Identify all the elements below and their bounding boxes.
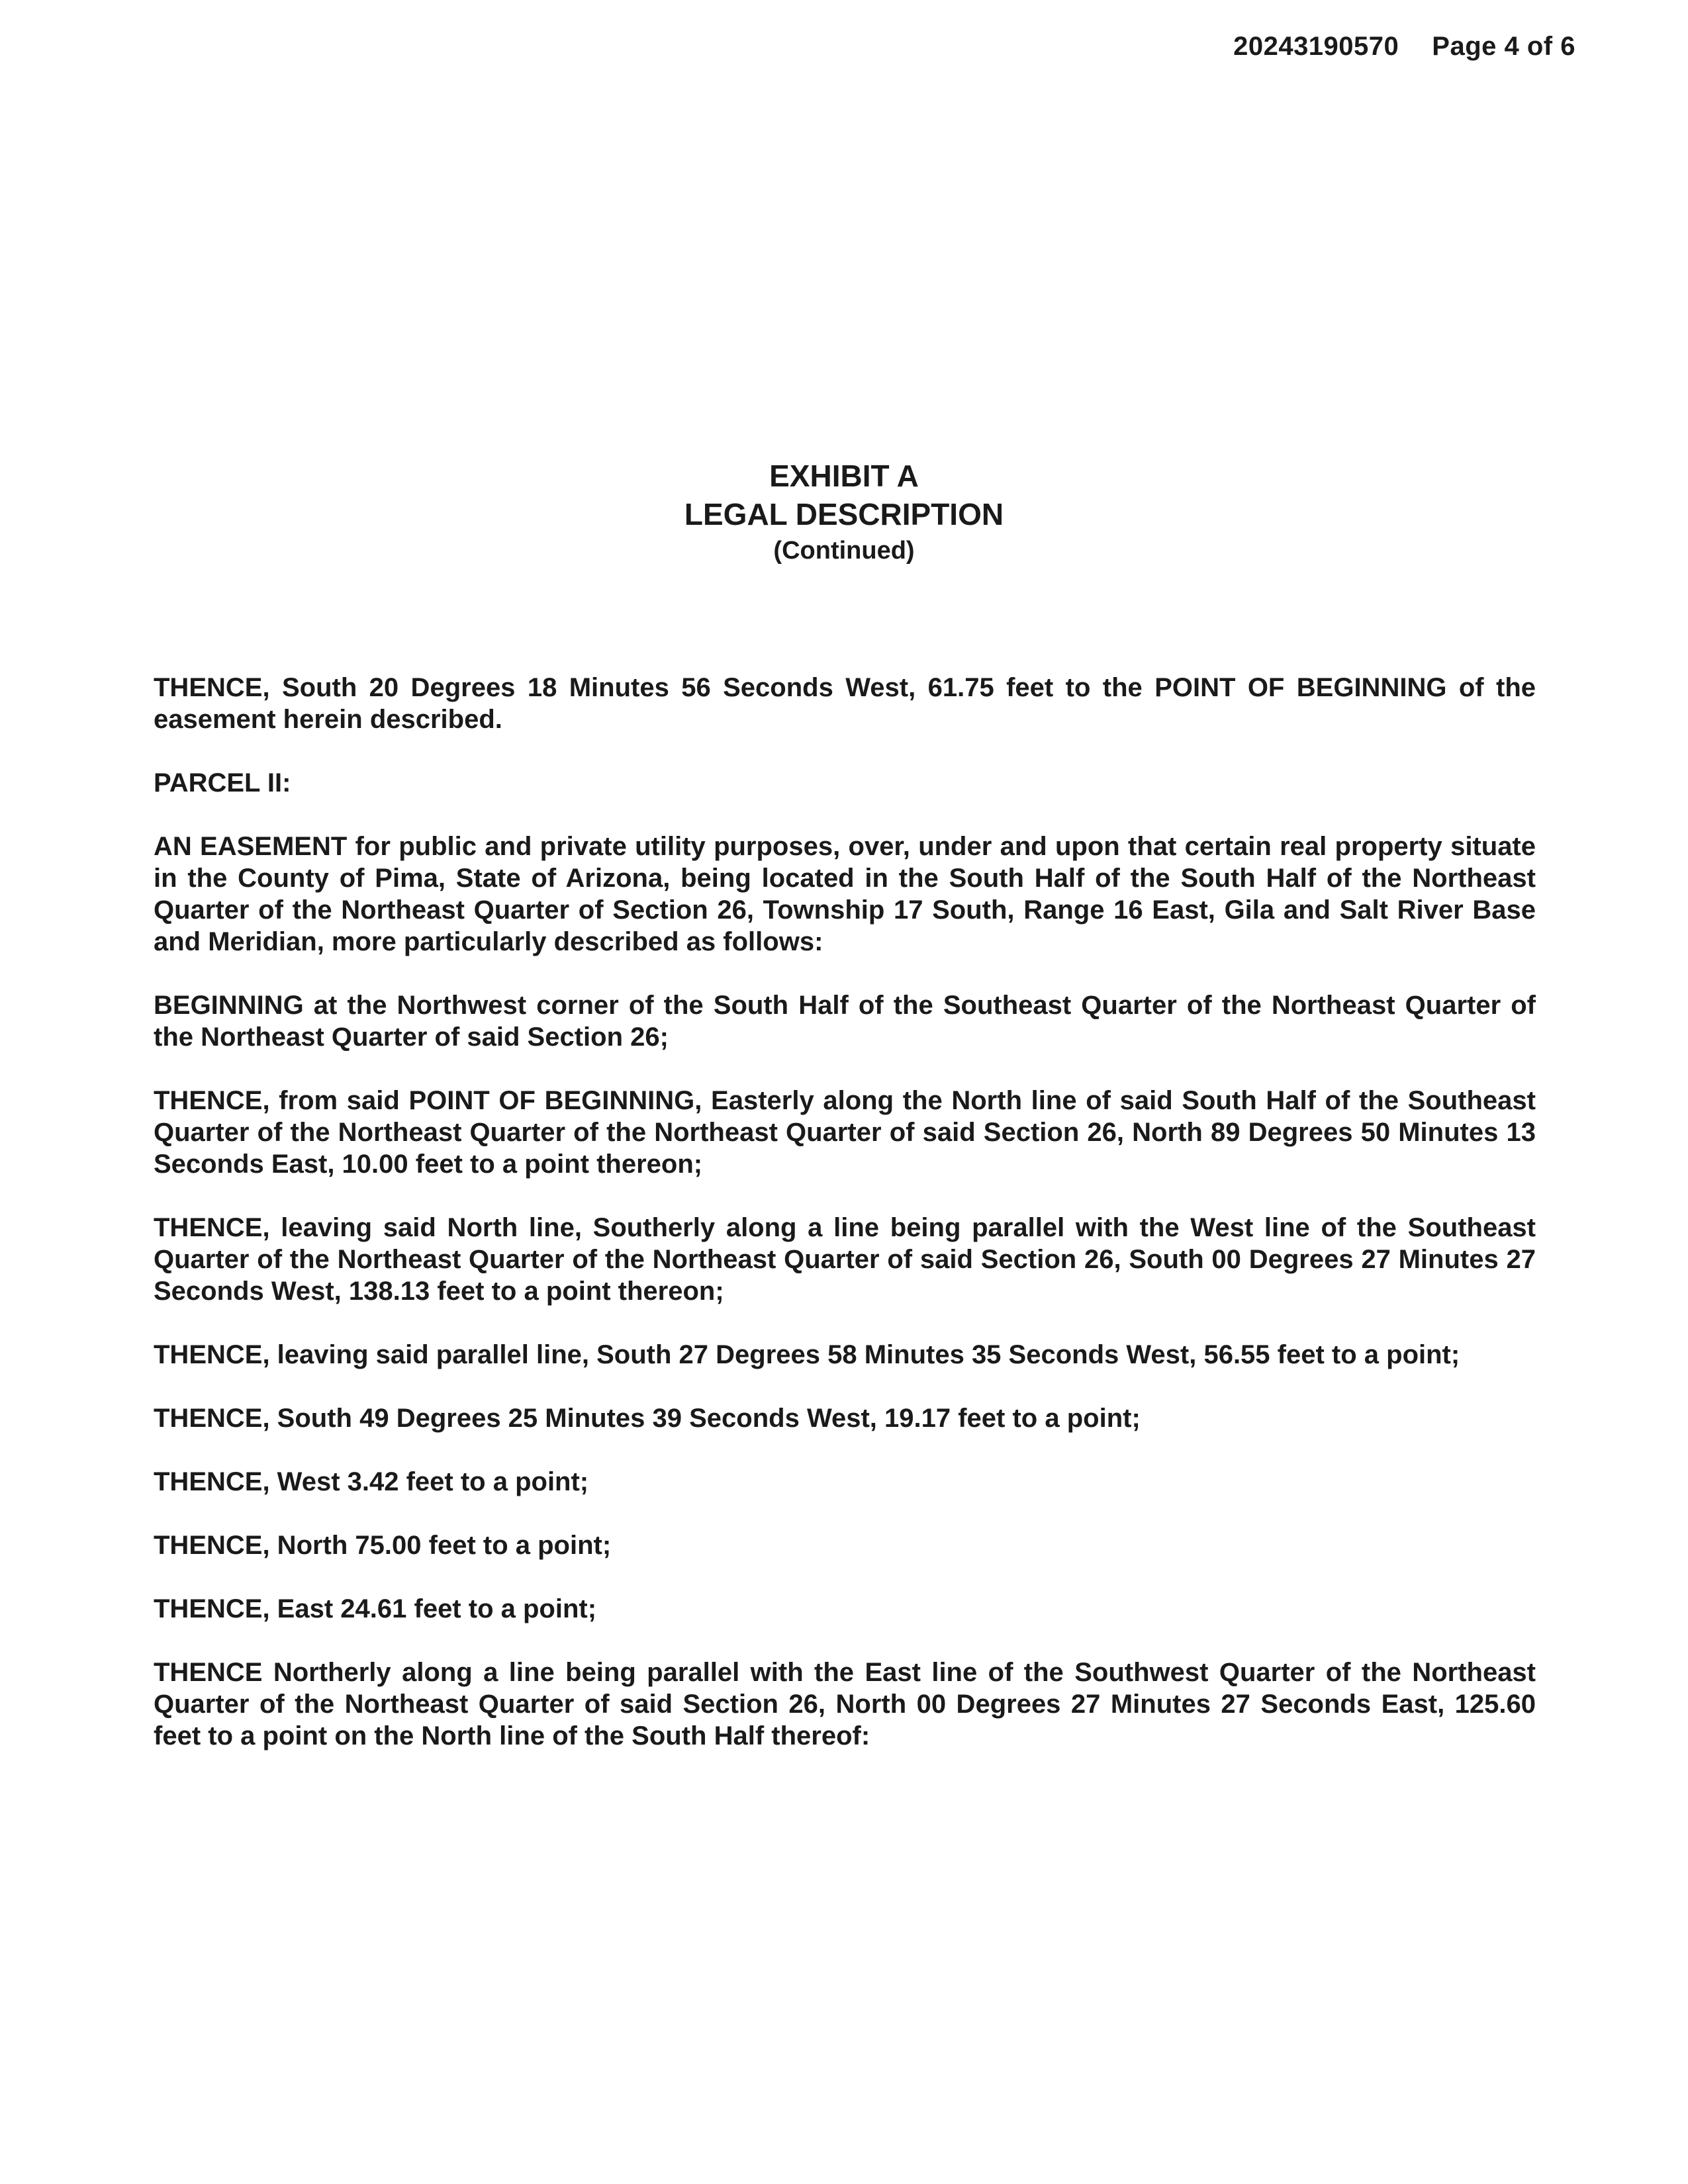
paragraph-thence-south-27: THENCE, leaving said parallel line, South 27 Degrees 58 Minutes 35 Seconds West, 56.55 feet to a point; bbox=[154, 1340, 1460, 1369]
paragraph-thence-easterly: THENCE, from said POINT OF BEGINNING, Easterly along the North line of said South Half of the Southeast Quarter of the Northeast Quarter of the Northeast Quarter of said Section 26, North 89 Degrees 50 Minutes 13 Seconds East, 10.00 feet to a point thereon; bbox=[154, 1086, 1536, 1179]
document-number: 20243190570 bbox=[1233, 32, 1399, 61]
paragraph-thence-north: THENCE, North 75.00 feet to a point; bbox=[154, 1531, 612, 1560]
paragraph-thence-east: THENCE, East 24.61 feet to a point; bbox=[154, 1594, 597, 1623]
parcel-heading: PARCEL II: bbox=[154, 768, 291, 797]
paragraph-point-of-beginning: THENCE, South 20 Degrees 18 Minutes 56 Seconds West, 61.75 feet to the POINT OF BEGINNING of the easement herein described. bbox=[154, 673, 1536, 734]
page-number: Page 4 of 6 bbox=[1432, 32, 1575, 61]
paragraph-thence-south-49: THENCE, South 49 Degrees 25 Minutes 39 Seconds West, 19.17 feet to a point; bbox=[154, 1404, 1141, 1433]
paragraph-thence-west: THENCE, West 3.42 feet to a point; bbox=[154, 1467, 589, 1496]
paragraph-easement-intro: AN EASEMENT for public and private utility purposes, over, under and upon that certain real property situate in the County of Pima, State of Arizona, being located in the South Half of the South Half of the Northeast Quarter of the Northeast Quarter of Section 26, Township 17 South, Range 16 East, Gila and Salt River Base and Meridian, more particularly described as follows: bbox=[154, 832, 1536, 956]
paragraph-beginning: BEGINNING at the Northwest corner of the South Half of the Southeast Quarter of the Northeast Quarter of the Northeast Quarter of said Section 26; bbox=[154, 991, 1536, 1052]
document-header bbox=[1233, 32, 1575, 62]
legal-description-heading: LEGAL DESCRIPTION bbox=[684, 497, 1004, 531]
exhibit-title: EXHIBIT A bbox=[769, 459, 919, 493]
exhibit-title-block bbox=[0, 457, 1688, 568]
paragraph-thence-northerly: THENCE Northerly along a line being parallel with the East line of the Southwest Quarter of the Northeast Quarter of the Northeast Quarter of said Section 26, North 00 Degrees 27 Minutes 27 Seconds East, 125.60 feet to a point on the North line of the South Half thereof: bbox=[154, 1658, 1536, 1751]
paragraph-thence-southerly: THENCE, leaving said North line, Southerly along a line being parallel with the West line of the Southeast Quarter of the Northeast Quarter of the Northeast Quarter of said Section 26, South 00 Degrees 27 Minutes 27 Seconds West, 138.13 feet to a point thereon; bbox=[154, 1213, 1536, 1306]
continued-label: (Continued) bbox=[773, 537, 915, 565]
legal-description-body bbox=[154, 672, 1536, 1784]
